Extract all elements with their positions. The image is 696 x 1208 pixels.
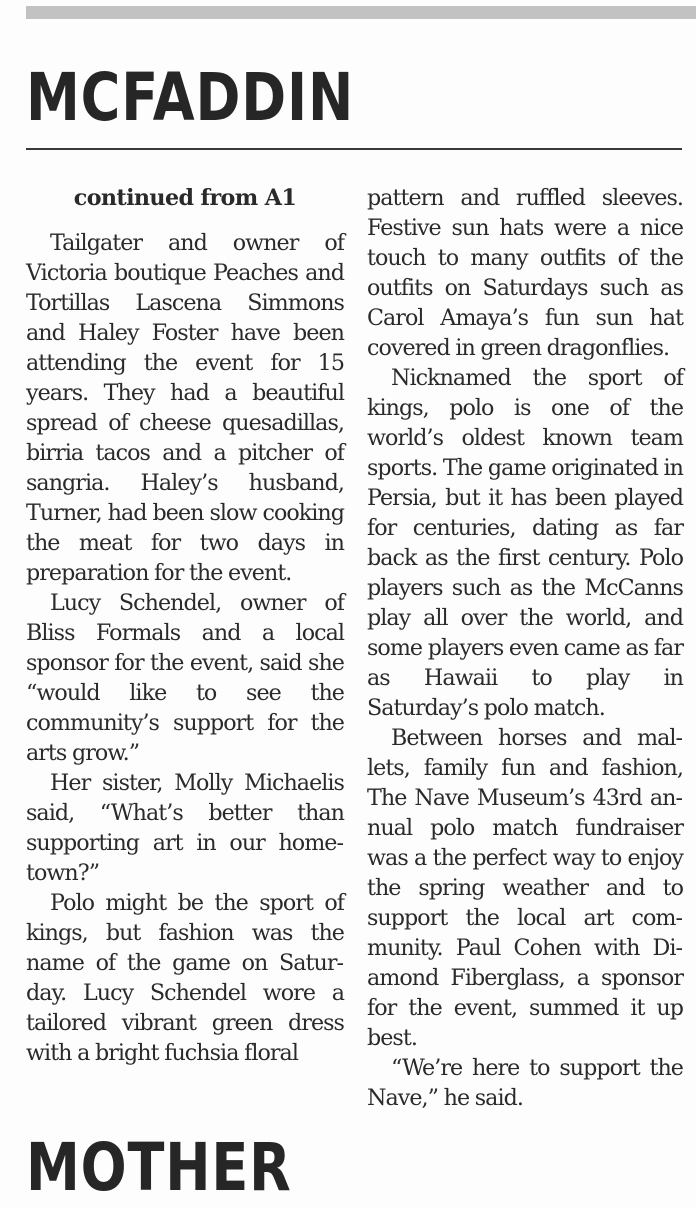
article-paragraph: Lucy Schendel, owner of Bliss Formals and a local sponsor for the event, said she “would like to see the community’s support for the arts grow.” [26, 590, 344, 766]
article-paragraph: Nicknamed the sport of kings, polo is one of the world’s oldest known team sports. The game originated in Persia, but it has been played for centuries, dating as far back as the first century. Polo players such as the McCanns play all over the world, and some players even came as far as Hawaii to play in Saturday’s polo match. [367, 365, 683, 721]
article-column-right [367, 183, 683, 1113]
article-paragraph: “We’re here to support the Nave,” he said. [367, 1055, 683, 1111]
headline-rule [26, 148, 682, 150]
next-section-title: MOTHER [26, 1129, 292, 1206]
top-gray-bar [26, 6, 696, 19]
article-paragraph: Polo might be the sport of kings, but fashion was the name of the game on Saturday. Lucy Schendel wore a tailored vibrant green dress with a bright fuchsia floral [26, 890, 344, 1066]
article-column-left [26, 183, 344, 1068]
continued-from-label: continued from A1 [73, 185, 297, 211]
page-title: MCFADDIN [26, 59, 355, 136]
article-paragraph: Tailgater and owner of Victoria boutique Peaches and Tortillas Lascena Simmons and Haley Foster have been attending the event for 15 years. They had a beautiful spread of cheese quesadillas, birria tacos and a pitcher of sangria. Haley’s husband, Turner, had been slow cooking the meat for two days in preparation for the event. [26, 230, 344, 586]
article-paragraph: pattern and ruffled sleeves. Festive sun hats were a nice touch to many outfits of the outfits on Saturdays such as Carol Amaya’s fun sun hat covered in green dragonflies. [367, 185, 683, 361]
article-paragraph: Her sister, Molly Michaelis said, “What’s better than supporting art in our hometown?” [26, 770, 344, 886]
article-paragraph: Between horses and mallets, family fun and fashion, The Nave Museum’s 43rd annual polo match fundraiser was a the perfect way to enjoy the spring weather and to support the local art community. Paul Cohen with Diamond Fiberglass, a sponsor for the event, summed it up best. [367, 725, 683, 1051]
